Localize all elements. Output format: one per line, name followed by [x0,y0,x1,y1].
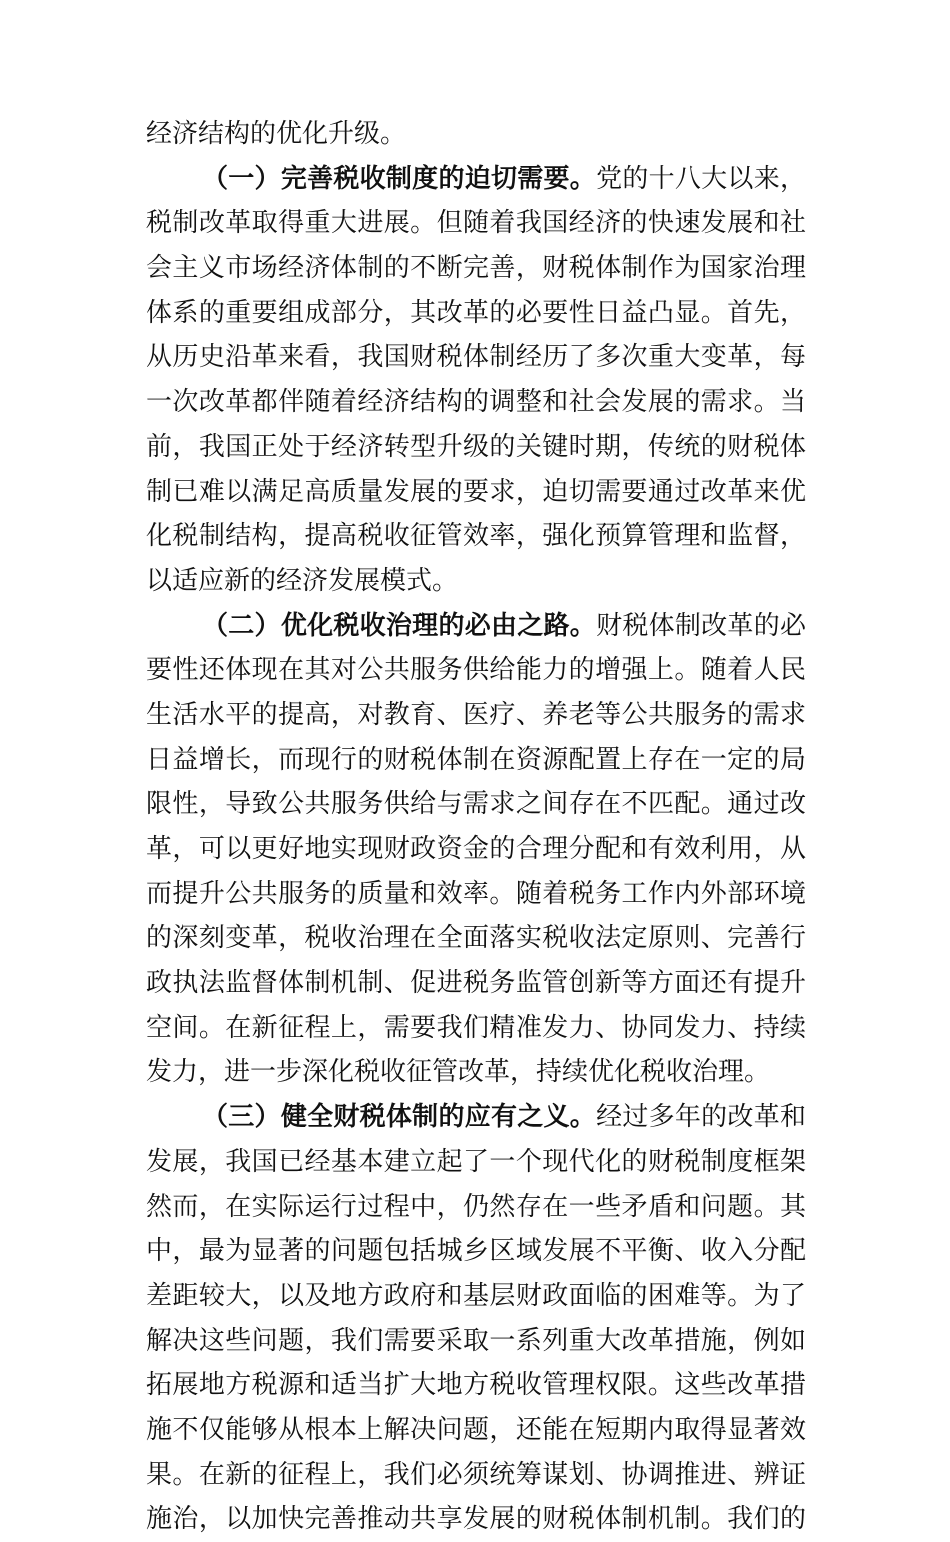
line-text: 日益增长，而现行的财税体制在资源配置上存在一定的局 [146,744,806,775]
section-heading: （一）完善税收制度的迫切需要。 [202,163,597,194]
line-text: 制已难以满足高质量发展的要求，迫切需要通过改革来优 [146,476,806,507]
line-text: 施治，以加快完善推动共享发展的财税体制机制。我们的 [146,1504,806,1535]
line-text: 的深刻变革，税收治理在全面落实税收法定原则、完善行 [146,923,806,954]
paragraph-heading-line [146,157,806,202]
paragraph-heading-line [146,604,806,649]
section-heading: （二）优化税收治理的必由之路。 [202,610,597,641]
text-line [146,425,806,470]
line-text: 而提升公共服务的质量和效率。随着税务工作内外部环境 [146,878,806,909]
line-text: 拓展地方税源和适当扩大地方税收管理权限。这些改革措 [146,1370,806,1401]
text-line [146,916,806,961]
line-text: 要性还体现在其对公共服务供给能力的增强上。随着人民 [146,655,806,686]
line-text: 生活水平的提高，对教育、医疗、养老等公共服务的需求 [146,699,806,730]
text-line [146,291,806,336]
section-heading: （三）健全财税体制的应有之义。 [202,1102,597,1133]
text-line [146,1050,806,1095]
text-line [146,1140,806,1185]
line-text: 前，我国正处于经济转型升级的关键时期，传统的财税体 [146,431,806,462]
line-text: 经济结构的优化升级。 [146,119,407,149]
text-line [146,1229,806,1274]
text-line [146,738,806,783]
text-line [146,1274,806,1319]
line-text: 中，最为显著的问题包括城乡区域发展不平衡、收入分配 [146,1236,806,1267]
line-text: 政执法监督体制机制、促进税务监管创新等方面还有提升 [146,968,806,999]
line-text: 然而，在实际运行过程中，仍然存在一些矛盾和问题。其 [146,1191,806,1222]
line-text: 从历史沿革来看，我国财税体制经历了多次重大变革，每 [146,342,806,373]
line-text: 革，可以更好地实现财政资金的合理分配和有效利用，从 [146,834,806,864]
text-line [146,246,806,291]
text-line [146,470,806,515]
text-line [146,1453,806,1498]
line-text: 果。在新的征程上，我们必须统筹谋划、协调推进、辨证 [146,1459,806,1490]
text-line [146,559,806,604]
text-line [146,693,806,738]
line-text: 财税体制改革的必 [596,610,806,641]
text-line [146,201,806,246]
text-line [146,335,806,380]
text-line [146,380,806,425]
text-line [146,1497,806,1542]
text-line [146,514,806,559]
text-line [146,112,806,157]
line-text: 施不仅能够从根本上解决问题，还能在短期内取得显著效 [146,1414,806,1445]
line-text: 一次改革都伴随着经济结构的调整和社会发展的需求。当 [146,387,806,418]
line-text: 空间。在新征程上，需要我们精准发力、协同发力、持续 [146,1012,806,1043]
line-text: 党的十八大以来， [596,163,806,194]
text-line [146,648,806,693]
line-text: 限性，导致公共服务供给与需求之间存在不匹配。通过改 [146,789,806,820]
text-line [146,1185,806,1230]
line-text: 解决这些问题，我们需要采取一系列重大改革措施，例如 [146,1325,806,1356]
line-text: 发展，我国已经基本建立起了一个现代化的财税制度框架 [146,1146,806,1177]
line-text: 经过多年的改革和 [596,1102,806,1133]
body-text [146,112,806,1542]
line-text: 差距较大，以及地方政府和基层财政面临的困难等。为了 [146,1280,806,1311]
text-line [146,827,806,872]
line-text: 发力，进一步深化税收征管改革，持续优化税收治理。 [146,1057,771,1088]
text-line [146,782,806,827]
line-text: 会主义市场经济体制的不断完善，财税体制作为国家治理 [146,253,806,284]
line-text: 税制改革取得重大进展。但随着我国经济的快速发展和社 [146,208,806,239]
text-line [146,1006,806,1051]
text-line [146,1408,806,1453]
text-line [146,1319,806,1364]
line-text: 体系的重要组成部分，其改革的必要性日益凸显。首先， [146,297,806,328]
text-line [146,961,806,1006]
text-line [146,1363,806,1408]
text-line [146,872,806,917]
line-text: 以适应新的经济发展模式。 [146,565,459,596]
line-text: 化税制结构，提高税收征管效率，强化预算管理和监督， [146,521,806,552]
paragraph-heading-line [146,1095,806,1140]
